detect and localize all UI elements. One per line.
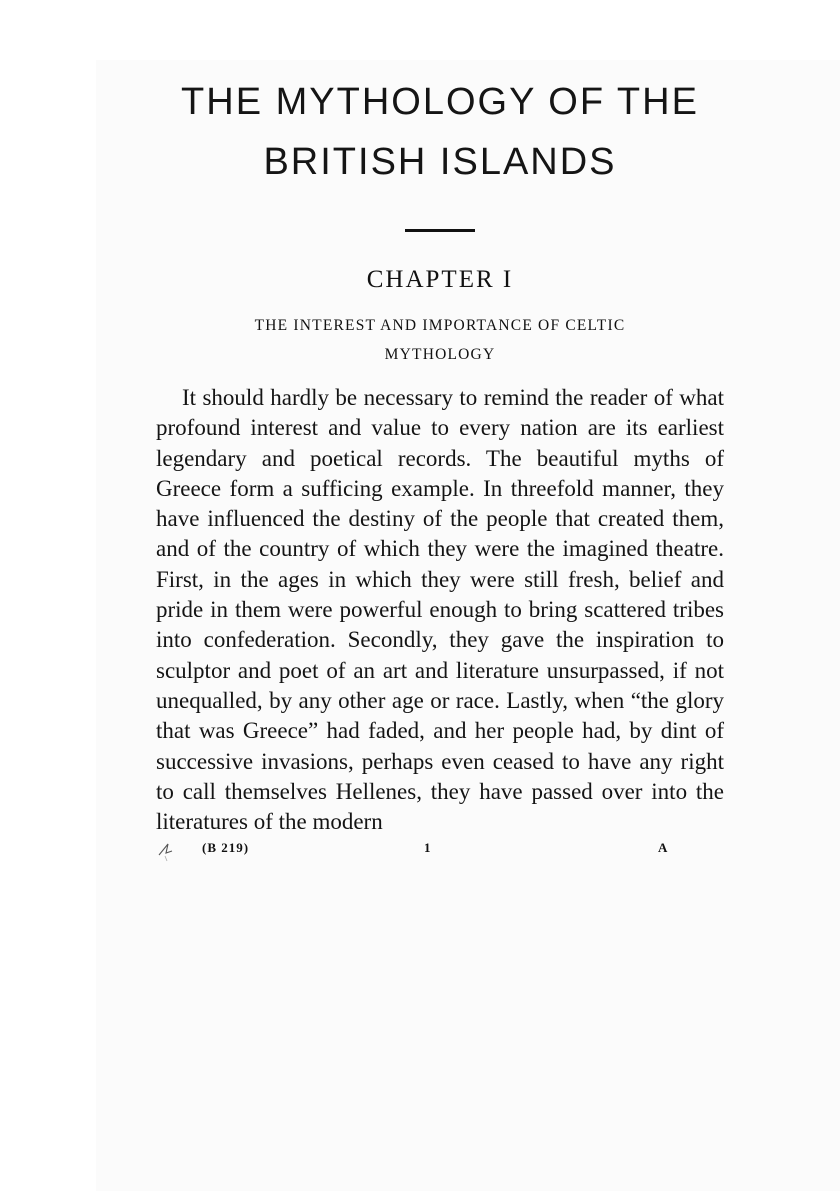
signature-letter: A <box>658 840 669 856</box>
page-number: 1 <box>424 840 432 856</box>
page-footer <box>156 838 724 860</box>
signature-mark: (B 219) <box>202 840 250 856</box>
pencil-mark-icon <box>156 838 176 862</box>
chapter-title-line-1: THE INTEREST AND IMPORTANCE OF CELTIC <box>254 317 626 334</box>
body-paragraph: It should hardly be necessary to remind the reader of what profound interest and value to every nation are its earliest legendary and poetical records. The beautiful myths of Greece form a sufficing example. In threefold manner, they have influenced the destiny of the people that created them, and of the country of which they were the imagined theatre. First, in the ages in which they were still fresh, belief and pride in them were powerful enough to bring scattered tribes into confederation. Secondly, they gave the inspiration to sculptor and poet of an art and literature unsurpassed, if not unequalled, by any other age or race. Lastly, when “the glory that was Greece” had faded, and her people had, by dint of successive invasions, perhaps even ceased to have any right to call themselves Hellenes, they have passed over into the literatures of the modern <box>156 385 724 835</box>
chapter-title <box>156 311 724 369</box>
chapter-title-line-2: MYTHOLOGY <box>384 346 496 363</box>
chapter-number: CHAPTER I <box>366 266 514 293</box>
book-page <box>156 72 724 860</box>
title-divider-rule <box>405 229 475 232</box>
book-title-line-2: BRITISH ISLANDS <box>263 141 617 183</box>
book-title <box>156 72 724 192</box>
book-title-line-1: THE MYTHOLOGY OF THE <box>181 81 699 123</box>
